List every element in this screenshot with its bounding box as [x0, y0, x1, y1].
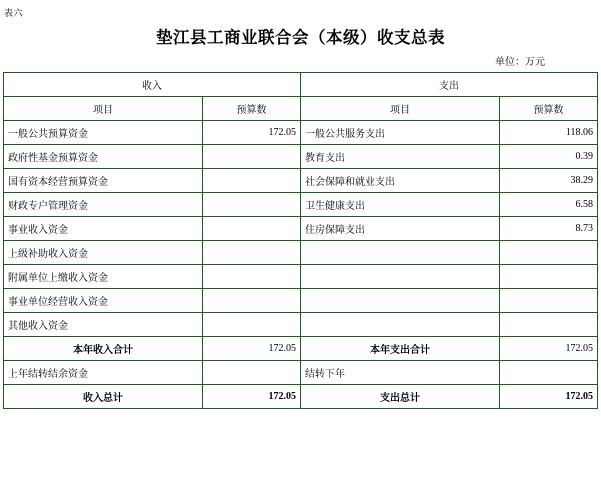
expense-subtotal-label: 本年支出合计	[301, 337, 500, 361]
income-value	[203, 169, 301, 193]
expense-item: 住房保障支出	[301, 217, 500, 241]
income-value	[203, 193, 301, 217]
income-total-label: 收入总计	[4, 385, 203, 409]
expense-value: 6.58	[500, 193, 598, 217]
table-row	[4, 193, 598, 217]
income-total-value: 172.05	[203, 385, 301, 409]
expense-item	[301, 289, 500, 313]
table-row	[4, 145, 598, 169]
expense-item	[301, 265, 500, 289]
income-item: 事业单位经营收入资金	[4, 289, 203, 313]
expense-value: 0.39	[500, 145, 598, 169]
expense-item: 卫生健康支出	[301, 193, 500, 217]
expense-value	[500, 241, 598, 265]
expense-value: 38.29	[500, 169, 598, 193]
group-header-expense: 支出	[301, 73, 598, 97]
expense-value: 8.73	[500, 217, 598, 241]
expense-carryover-label: 结转下年	[301, 361, 500, 385]
table-row	[4, 265, 598, 289]
income-item: 政府性基金预算资金	[4, 145, 203, 169]
income-value: 172.05	[203, 121, 301, 145]
table-subtotal-row	[4, 337, 598, 361]
income-value	[203, 313, 301, 337]
expense-total-value: 172.05	[500, 385, 598, 409]
table-group-header-row	[4, 73, 598, 97]
income-value	[203, 289, 301, 313]
income-item: 财政专户管理资金	[4, 193, 203, 217]
expense-item	[301, 313, 500, 337]
expense-carryover-value	[500, 361, 598, 385]
group-header-income: 收入	[4, 73, 301, 97]
table-row	[4, 169, 598, 193]
page-title: 垫江县工商业联合会（本级）收支总表	[156, 28, 445, 47]
income-item: 事业收入资金	[4, 217, 203, 241]
income-item: 一般公共预算资金	[4, 121, 203, 145]
expense-subtotal-value: 172.05	[500, 337, 598, 361]
expense-value	[500, 265, 598, 289]
expense-value	[500, 313, 598, 337]
table-row	[4, 361, 598, 385]
income-value	[203, 241, 301, 265]
income-value	[203, 265, 301, 289]
expense-value: 118.06	[500, 121, 598, 145]
income-item: 上级补助收入资金	[4, 241, 203, 265]
table-total-row	[4, 385, 598, 409]
income-item: 其他收入资金	[4, 313, 203, 337]
sheet-label: 表六	[4, 8, 24, 18]
table-row	[4, 121, 598, 145]
budget-summary-table	[3, 72, 598, 409]
expense-item: 一般公共服务支出	[301, 121, 500, 145]
expense-total-label: 支出总计	[301, 385, 500, 409]
income-subtotal-label: 本年收入合计	[4, 337, 203, 361]
income-subtotal-value: 172.05	[203, 337, 301, 361]
expense-item: 社会保障和就业支出	[301, 169, 500, 193]
income-carryover-value	[203, 361, 301, 385]
table-column-header-row	[4, 97, 598, 121]
income-item: 国有资本经营预算资金	[4, 169, 203, 193]
expense-item	[301, 241, 500, 265]
income-value	[203, 145, 301, 169]
table-row	[4, 241, 598, 265]
expense-value	[500, 289, 598, 313]
income-item: 附属单位上缴收入资金	[4, 265, 203, 289]
unit-note: 单位：万元	[495, 57, 545, 68]
column-header-expense-budget: 预算数	[500, 97, 598, 121]
income-value	[203, 217, 301, 241]
column-header-income-item: 项目	[4, 97, 203, 121]
column-header-expense-item: 项目	[301, 97, 500, 121]
table-row	[4, 217, 598, 241]
expense-item: 教育支出	[301, 145, 500, 169]
table-row	[4, 313, 598, 337]
income-carryover-label: 上年结转结余资金	[4, 361, 203, 385]
table-row	[4, 289, 598, 313]
column-header-income-budget: 预算数	[203, 97, 301, 121]
